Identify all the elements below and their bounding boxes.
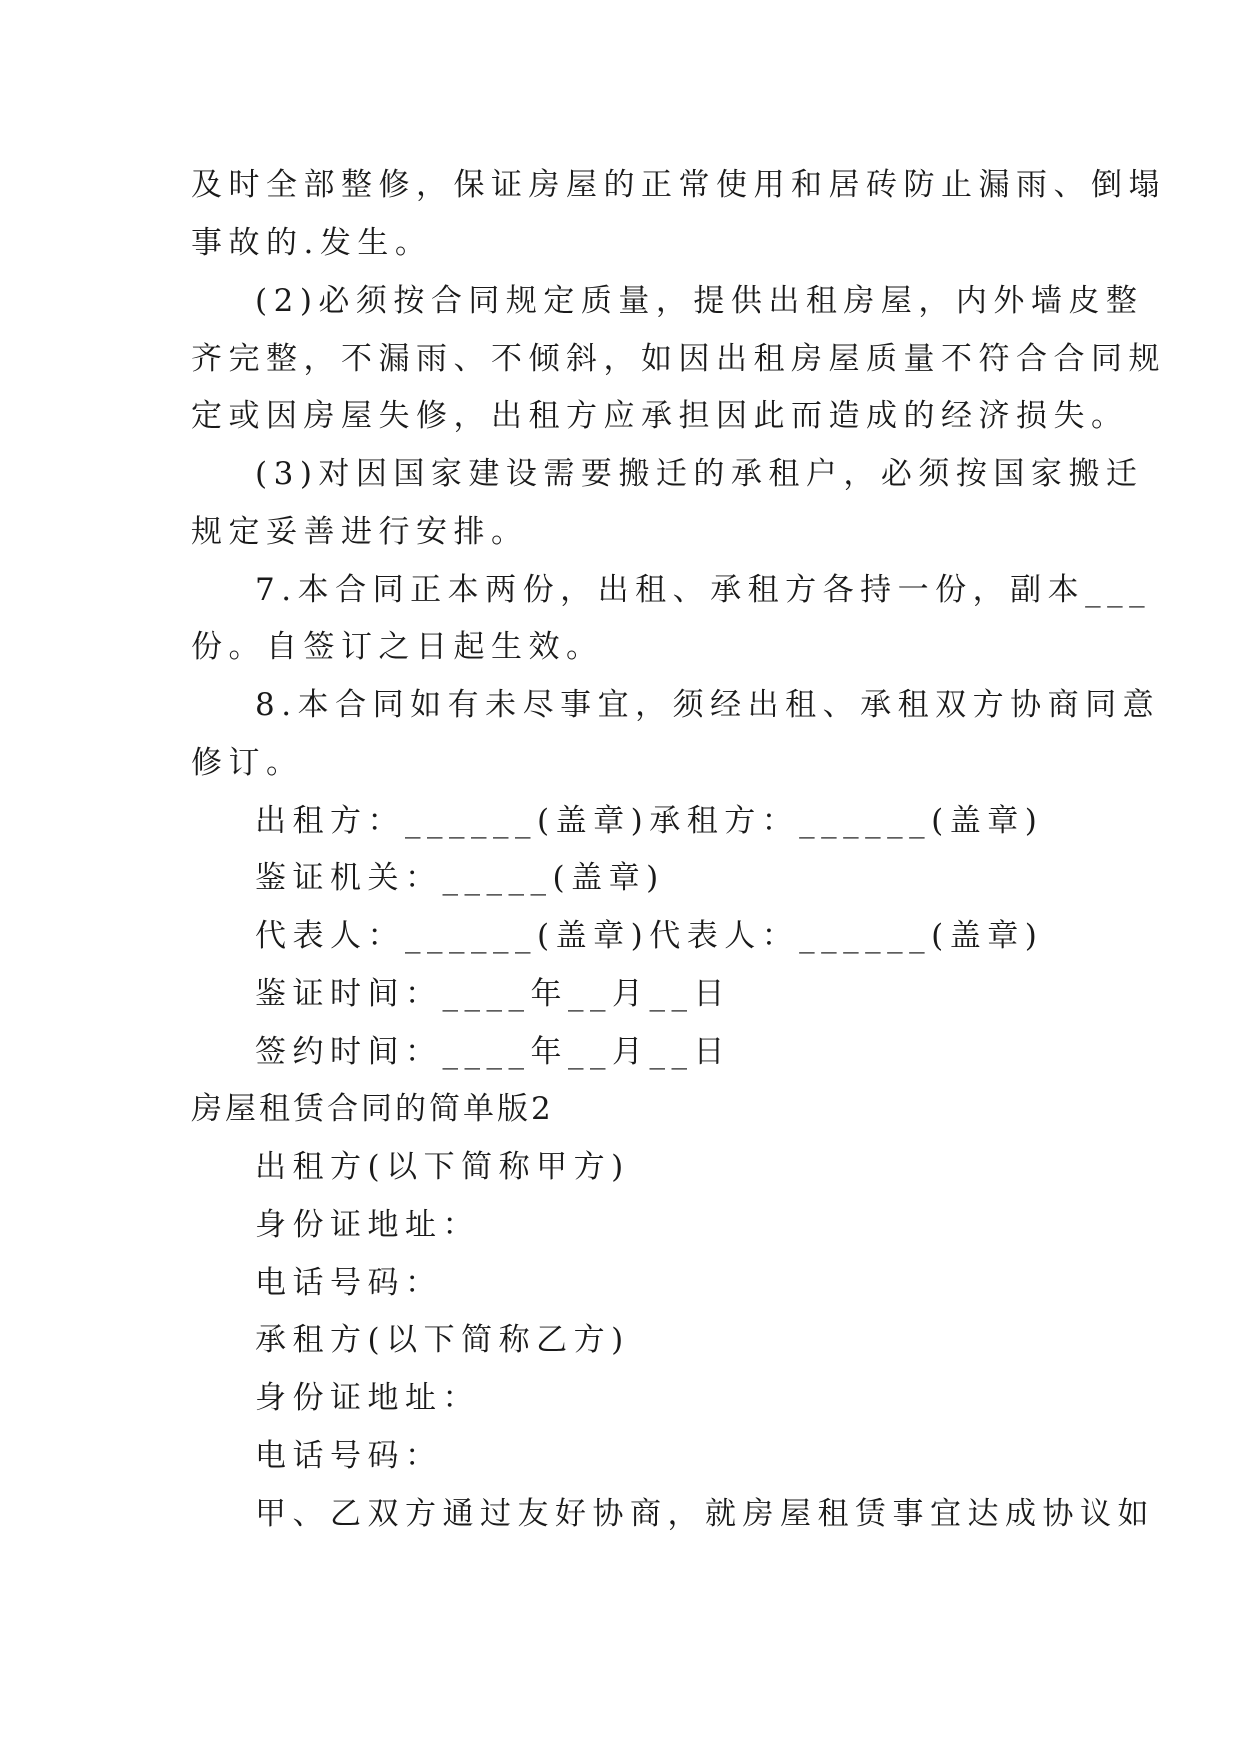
text-line: (2)必须按合同规定质量，提供出租房屋，内外墙皮整 (255, 283, 1144, 319)
text-line: (3)对因国家建设需要搬迁的承租户，必须按国家搬迁 (255, 456, 1144, 492)
signature-line: 出租方：______(盖章)承租方：______(盖章) (255, 803, 1044, 839)
section-heading: 房屋租赁合同的简单版2 (191, 1091, 554, 1127)
text-line: 8.本合同如有未尽事宜，须经出租、承租双方协商同意 (255, 687, 1161, 723)
text-line: 及时全部整修，保证房屋的正常使用和居砖防止漏雨、倒塌 (191, 167, 1166, 203)
text-line: 修订。 (191, 745, 304, 781)
signature-line: 代表人：______(盖章)代表人：______(盖章) (255, 918, 1044, 954)
text-line: 定或因房屋失修，出租方应承担因此而造成的经济损失。 (191, 398, 1129, 434)
text-line: 齐完整，不漏雨、不倾斜，如因出租房屋质量不符合合同规 (191, 341, 1166, 377)
text-line: 承租方(以下简称乙方) (255, 1322, 630, 1358)
text-line: 规定妥善进行安排。 (191, 514, 529, 550)
signature-line: 鉴证机关：_____(盖章) (255, 860, 665, 896)
text-line: 事故的.发生。 (191, 225, 433, 261)
text-line: 电话号码： (255, 1438, 443, 1474)
text-line: 甲、乙双方通过友好协商，就房屋租赁事宜达成协议如 (255, 1496, 1155, 1532)
text-line: 出租方(以下简称甲方) (255, 1149, 630, 1185)
text-line: 身份证地址： (255, 1207, 480, 1243)
text-line: 电话号码： (255, 1265, 443, 1301)
text-line: 7.本合同正本两份，出租、承租方各持一份，副本___ (255, 572, 1152, 608)
date-line: 签约时间：____年__月__日 (255, 1034, 731, 1070)
text-line: 身份证地址： (255, 1380, 480, 1416)
date-line: 鉴证时间：____年__月__日 (255, 976, 731, 1012)
text-line: 份。自签订之日起生效。 (191, 629, 604, 665)
